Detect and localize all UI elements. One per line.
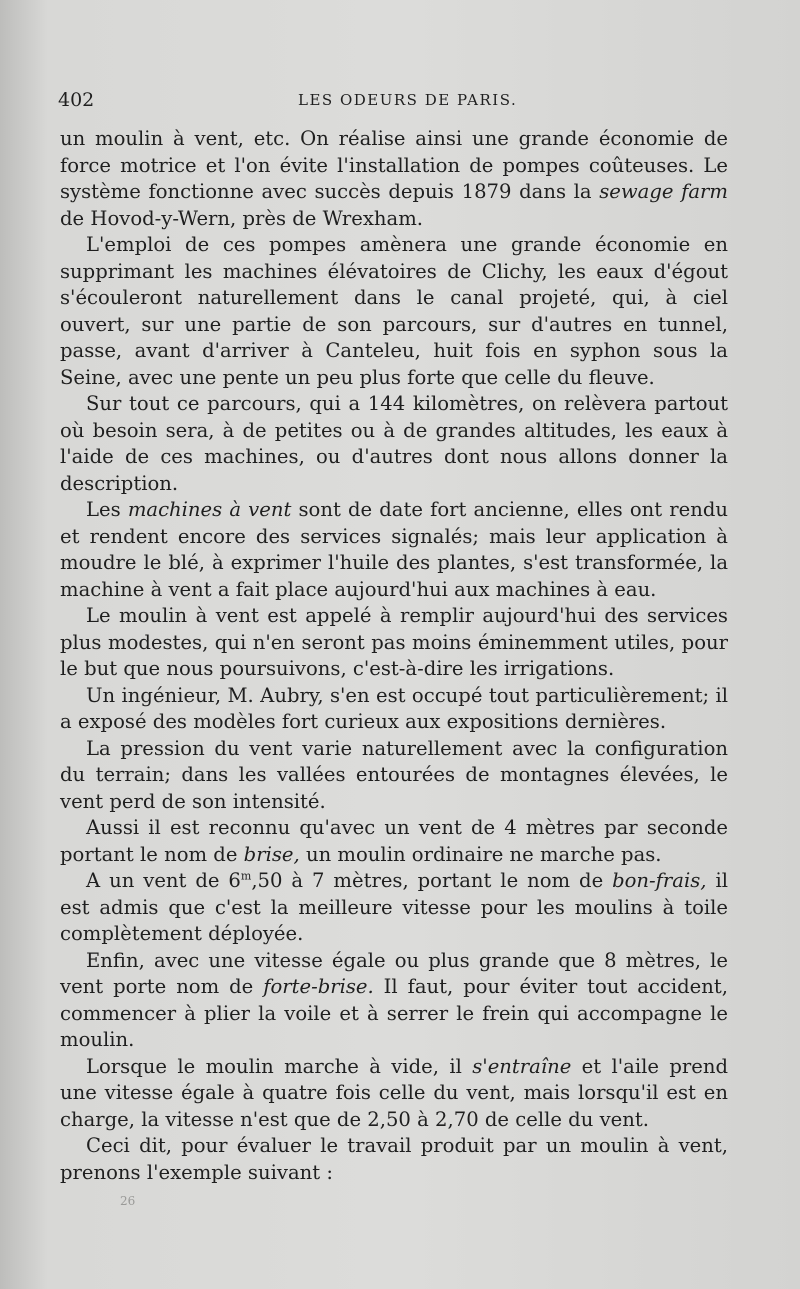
italic-text: brise, [243,842,300,866]
paragraph [60,1133,728,1186]
italic-text: forte-brise. [263,975,374,998]
text-segment: et l'aile prend une vitesse égale à quatre fois celle du vent, mais lorsqu'il est en charge, la vitesse n'est que de 2,50 à 2,70 de celle du vent. [60,1054,728,1131]
text-segment: un moulin à vent, etc. On réalise ainsi une grande économie de force motrice et l'on évite l'installation de pompes coûteuses. Le système fonctionne avec succès depuis 1879 dans la [60,127,728,203]
text-segment: Ceci dit, pour évaluer le travail produit par un moulin à vent, prenons l'exemple suivant : [60,1134,728,1184]
text-segment: sont de date fort ancienne, elles ont rendu et rendent encore des services signalés; mais leur application à moudre le blé, à exprimer l'huile des plantes, s'est transformée, la machine à vent a fait place aujourd'hui aux machines à eau. [60,498,728,601]
italic-text: bon-frais, [612,869,707,892]
paragraph [60,868,728,948]
paragraph [60,1054,728,1134]
text-segment: Le moulin à vent est appelé à remplir aujourd'hui des services plus modestes, qui n'en seront pas moins éminemment utiles, pour le but que nous poursuivons, c'est-à-dire les irrigations. [60,604,728,680]
text-segment: A un vent de 6 [86,869,241,892]
paragraph [60,948,728,1054]
text-segment: Il faut, pour éviter tout accident, commencer à plier la voile et à serrer le frein qui accompagne le moulin. [60,975,728,1051]
text-segment: Sur tout ce parcours, qui a 144 kilomètres, on relèvera partout où besoin sera, à de petites ou à de grandes altitudes, les eaux à l'aide de ces machines, ou d'autres dont nous allons donner la description. [60,392,728,495]
superscript-text: m [240,869,252,883]
paragraph [60,497,728,603]
text-segment: Enfin, avec une vitesse égale ou plus grande que 8 mètres, le vent porte nom de [60,948,728,998]
text-segment: Un ingénieur, M. Aubry, s'en est occupé tout particulièrement; il a exposé des modèles fort curieux aux expositions dernières. [60,683,728,733]
paragraph [60,391,728,497]
signature-mark: 26 [120,1194,136,1208]
text-segment: L'emploi de ces pompes amènera une grande économie en supprimant les machines élévatoires de Clichy, les eaux d'égout s'écouleront naturellement dans le canal projeté, qui, à ciel ouvert, sur une partie de son parcours, sur d'autres en tunnel, passe, avant d'arriver à Canteleu, huit fois en syphon sous la Seine, avec une pente un peu plus forte que celle du fleuve. [60,233,728,389]
page-number: 402 [58,89,95,111]
text-segment: il est admis que c'est la meilleure vitesse pour les moulins à toile complètement déployée. [60,869,728,945]
paragraph [60,603,728,683]
body-text [60,126,728,1186]
paragraph [60,736,728,816]
italic-text: sewage farm [599,180,728,203]
paragraph [60,815,728,868]
paragraph [60,126,728,232]
running-title: LES ODEURS DE PARIS. [298,91,518,109]
text-segment: de Hovod-y-Wern, près de Wrexham. [60,206,424,230]
italic-text: s'entraîne [472,1054,572,1078]
text-segment: Aussi il est reconnu qu'avec un vent de 4 mètres par seconde portant le nom de [60,816,728,866]
text-segment: La pression du vent varie naturellement avec la configuration du terrain; dans les vallées entourées de montagnes élevées, le vent perd de son intensité. [60,736,728,813]
text-segment: Lorsque le moulin marche à vide, il [86,1054,473,1078]
text-segment: Les [86,498,128,521]
text-segment: un moulin ordinaire ne marche pas. [299,842,662,866]
italic-text: machines à vent [127,498,292,521]
paragraph [60,683,728,736]
paragraph [60,232,728,391]
text-segment: ,50 à 7 mètres, portant le nom de [251,869,613,892]
